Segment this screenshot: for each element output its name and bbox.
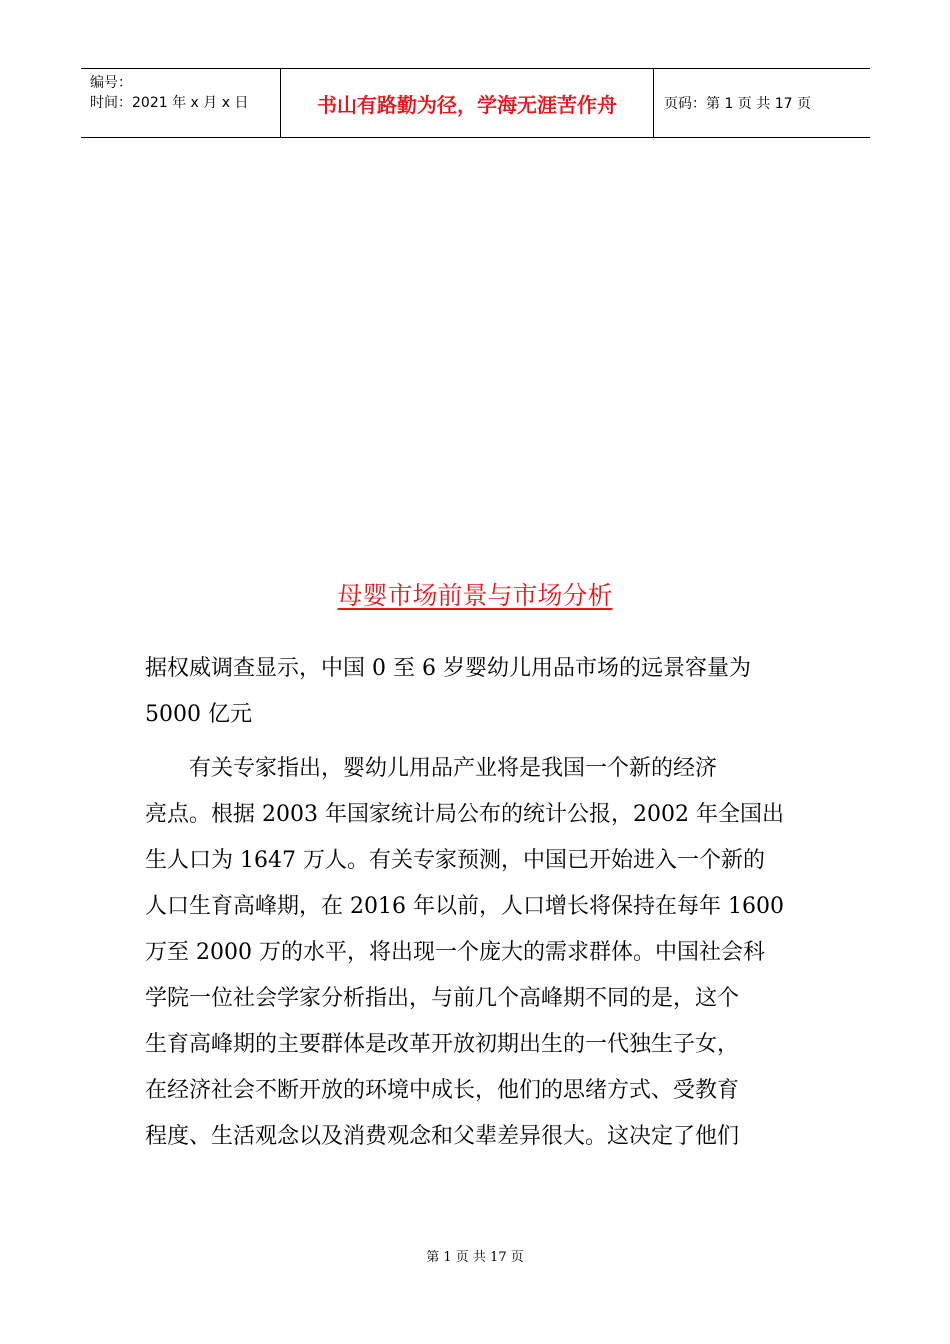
- paragraph-line: 程度、生活观念以及消费观念和父辈差异很大。这决定了他们: [145, 1124, 740, 1149]
- page-header: [81, 68, 870, 138]
- paragraph-line: 据权威调查显示，中国 0 至 6 岁婴幼儿用品市场的远景容量为: [145, 656, 751, 681]
- paragraph-line: 5000 亿元: [145, 702, 252, 727]
- number-label: 编号：: [90, 75, 132, 91]
- paragraph-line: 有关专家指出，婴幼儿用品产业将是我国一个新的经济: [145, 756, 718, 781]
- header-page-info: 页码：第 1 页 共 17 页: [664, 96, 811, 112]
- header-motto: 书山有路勤为径，学海无涯苦作舟: [281, 69, 654, 137]
- paragraph-line: 生育高峰期的主要群体是改革开放初期出生的一代独生子女，: [145, 1032, 740, 1057]
- page-footer: 第 1 页 共 17 页: [426, 1250, 524, 1265]
- document-title: 母婴市场前景与市场分析: [337, 581, 613, 610]
- paragraph-line: 在经济社会不断开放的环境中成长，他们的思绪方式、受教育: [145, 1078, 740, 1103]
- paragraph-1: [145, 646, 810, 738]
- paragraph-line: 学院一位社会学家分析指出，与前几个高峰期不同的是，这个: [145, 986, 740, 1011]
- paragraph-line: 人口生育高峰期，在 2016 年以前，人口增长将保持在每年 1600: [145, 894, 784, 919]
- time-label: 时间：2021 年 x 月 x 日: [90, 95, 249, 111]
- paragraph-line: 亮点。根据 2003 年国家统计局公布的统计公报，2002 年全国出: [145, 802, 784, 827]
- paragraph-line: 生人口为 1647 万人。有关专家预测，中国已开始进入一个新的: [145, 848, 765, 873]
- paragraph-line: 万至 2000 万的水平，将出现一个庞大的需求群体。中国社会科: [145, 940, 765, 965]
- paragraph-2: [145, 746, 810, 1160]
- header-meta: [81, 69, 281, 137]
